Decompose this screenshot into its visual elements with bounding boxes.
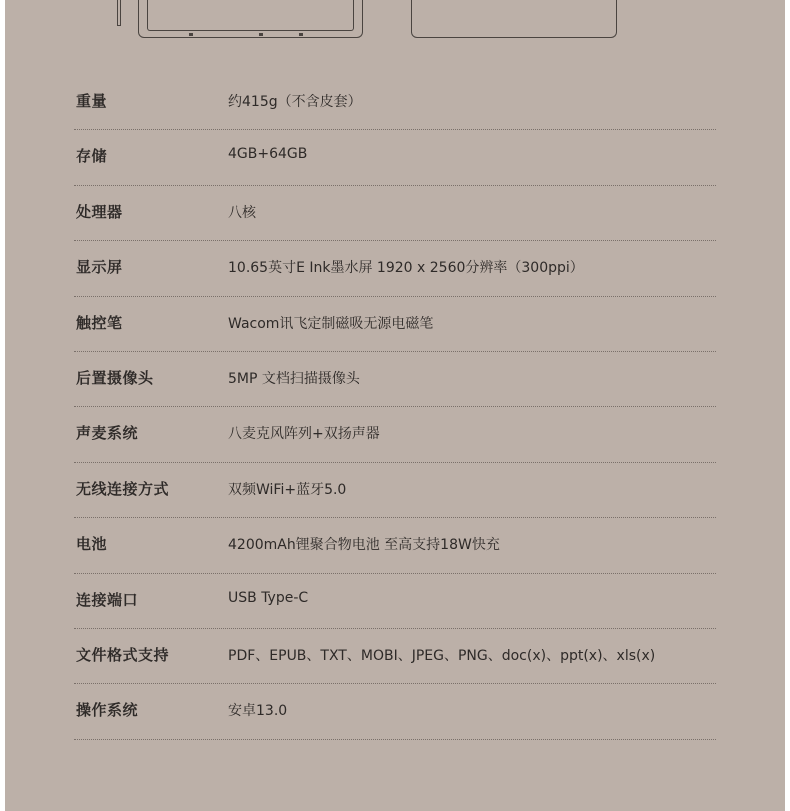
- spec-row: [74, 130, 716, 185]
- spec-label: 重量: [76, 92, 108, 110]
- spec-label: 存储: [76, 147, 108, 166]
- spec-row: [74, 684, 716, 739]
- spec-table: [74, 75, 716, 740]
- spec-row: [74, 352, 716, 407]
- spec-row: [74, 241, 716, 296]
- spec-value: 5MP 文档扫描摄像头: [228, 370, 360, 387]
- spec-value: USB Type-C: [228, 589, 309, 606]
- device-screen-outline: [147, 0, 354, 31]
- spec-row: [74, 463, 716, 518]
- spec-value: 双频WiFi+蓝牙5.0: [228, 481, 347, 498]
- spec-label: 后置摄像头: [76, 368, 154, 387]
- spec-label: 声麦系统: [76, 424, 139, 443]
- spec-value: 八麦克风阵列+双扬声器: [228, 426, 380, 443]
- spec-row: [74, 75, 716, 130]
- spec-value: 10.65英寸E Ink墨水屏 1920 x 2560分辨率（300ppi）: [228, 260, 584, 277]
- device-back-view-illustration: [411, 0, 617, 38]
- spec-label: 显示屏: [76, 258, 123, 277]
- spec-row: [74, 574, 716, 629]
- spec-label: 处理器: [76, 202, 123, 221]
- spec-label: 无线连接方式: [76, 479, 170, 498]
- spec-row: [74, 518, 716, 573]
- spec-value: 4GB+64GB: [228, 146, 308, 163]
- spec-label: 操作系统: [76, 701, 139, 720]
- spec-row: [74, 186, 716, 241]
- spec-panel: [5, 0, 785, 811]
- spec-value: 安卓13.0: [228, 703, 288, 720]
- spec-row: [74, 297, 716, 352]
- device-port-mark: [259, 33, 263, 36]
- spec-value: PDF、EPUB、TXT、MOBI、JPEG、PNG、doc(x)、ppt(x)、xls(x): [228, 647, 656, 664]
- device-port-mark: [189, 33, 193, 36]
- spec-row: [74, 629, 716, 684]
- spec-label: 触控笔: [76, 313, 123, 332]
- spec-row: [74, 407, 716, 462]
- device-port-mark: [299, 33, 303, 36]
- spec-value: 4200mAh锂聚合物电池 至高支持18W快充: [228, 537, 500, 554]
- spec-value: Wacom讯飞定制磁吸无源电磁笔: [228, 315, 434, 332]
- spec-label: 电池: [76, 535, 108, 554]
- spec-value: 八核: [228, 204, 256, 221]
- spec-value: 约415g（不含皮套）: [228, 94, 362, 110]
- device-side-view-illustration: [138, 0, 363, 38]
- spec-label: 文件格式支持: [76, 645, 170, 664]
- device-side-button: [117, 0, 121, 26]
- spec-label: 连接端口: [76, 590, 139, 609]
